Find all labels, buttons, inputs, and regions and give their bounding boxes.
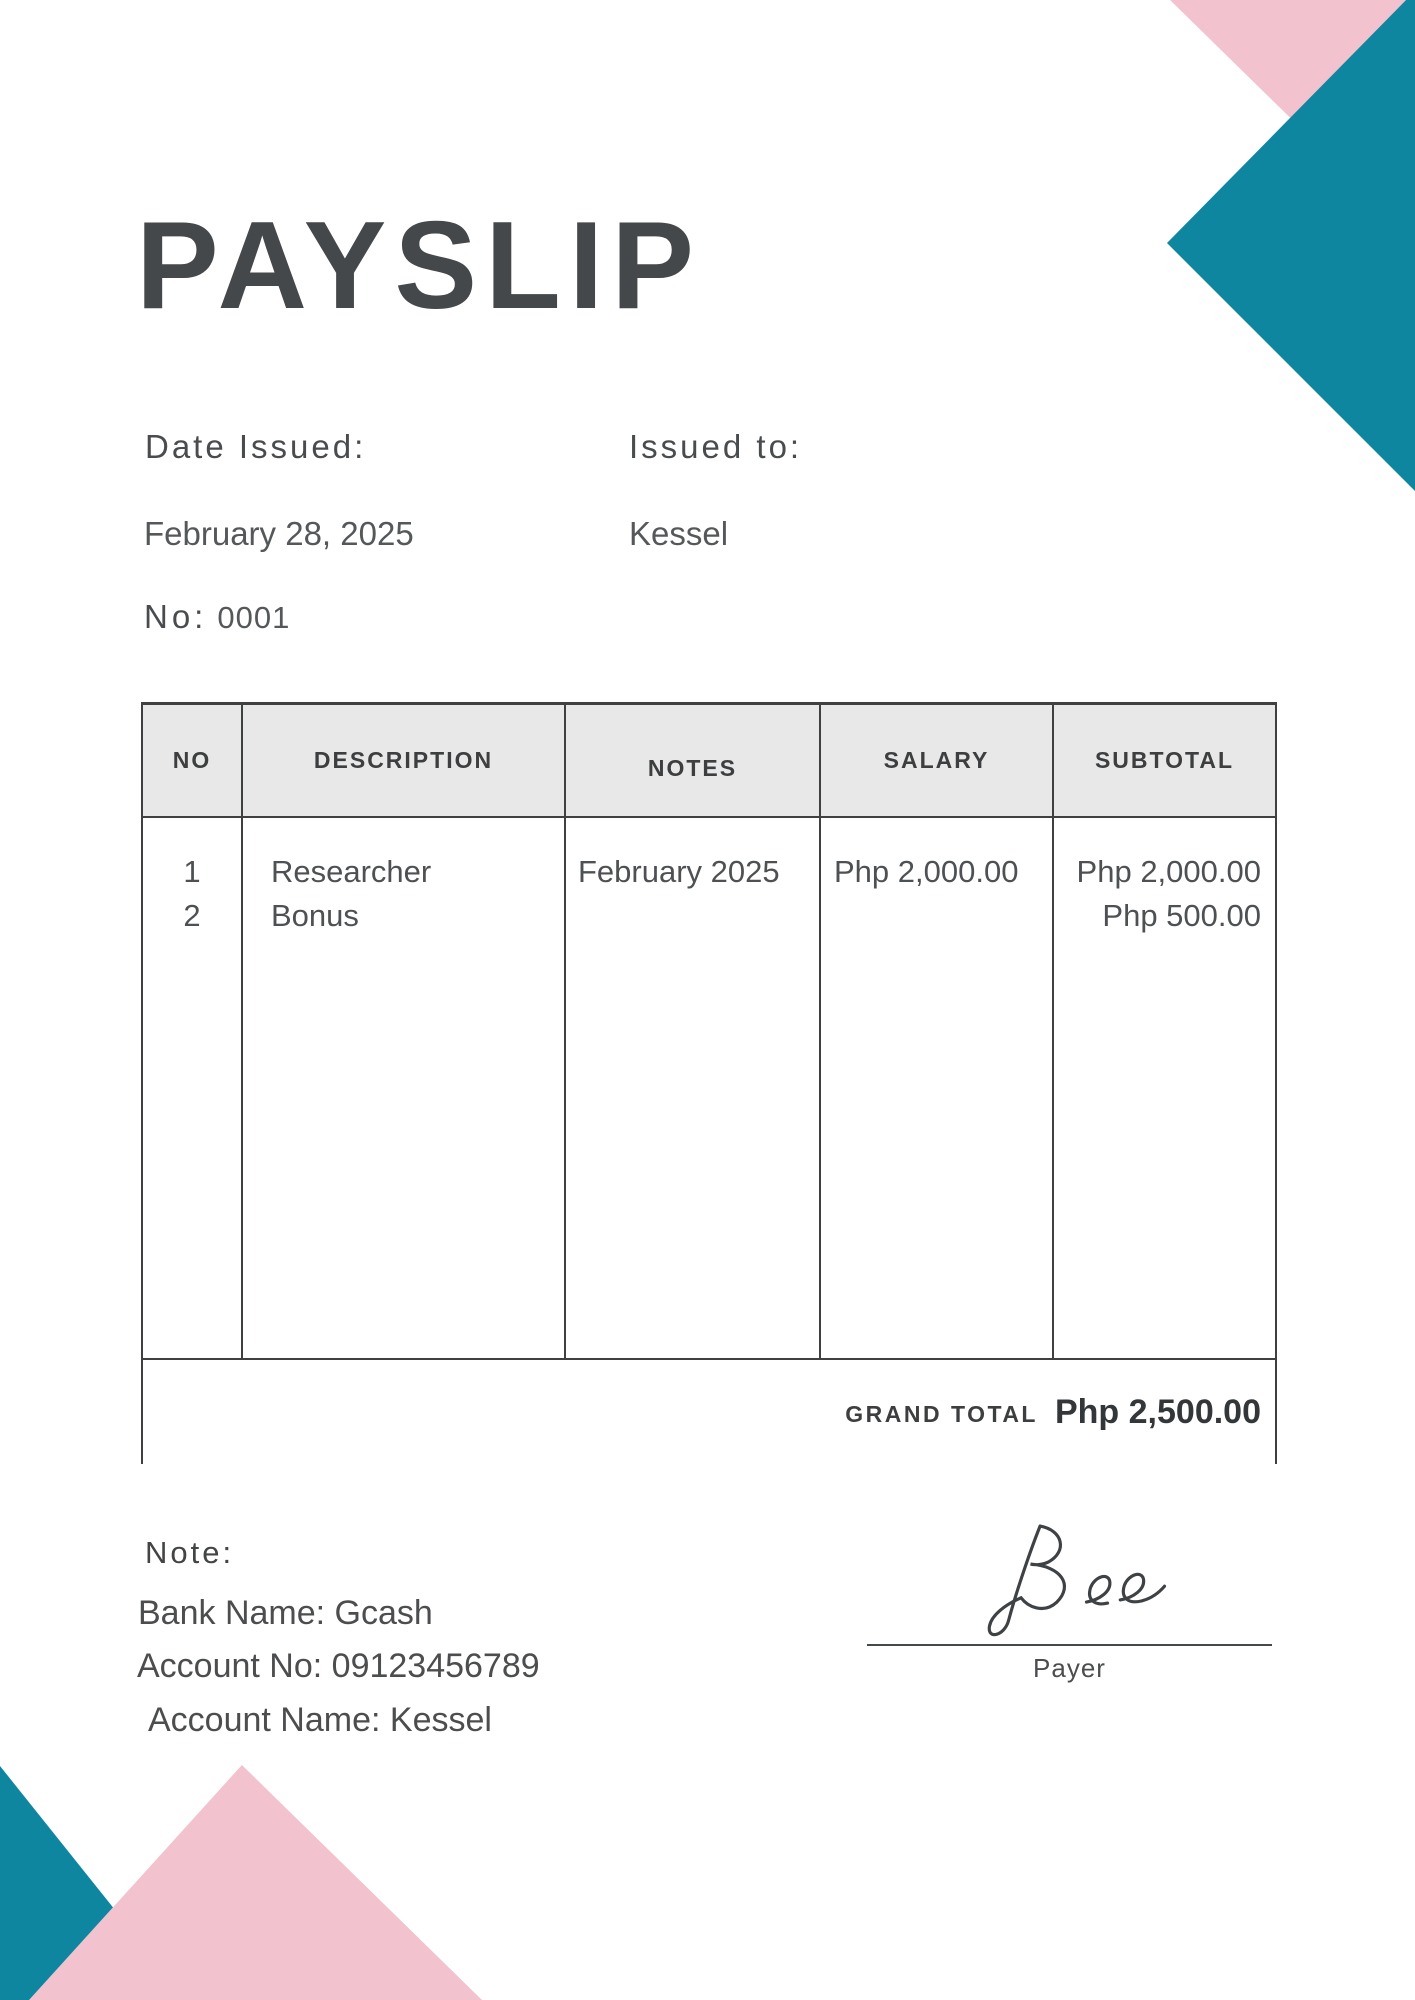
- payslip-table: [141, 702, 1277, 1464]
- document-number-row: [144, 598, 290, 636]
- note-account-number: Account No: 09123456789: [137, 1647, 540, 1685]
- cell-subtotal-2: Php 500.00: [1102, 898, 1261, 933]
- column-header-no: NO: [143, 705, 243, 816]
- column-salary: [821, 818, 1054, 1358]
- signature-line: [867, 1644, 1272, 1646]
- column-header-description: DESCRIPTION: [243, 705, 566, 816]
- document-number-label: No:: [144, 598, 208, 635]
- cell-no-2: 2: [183, 898, 201, 933]
- document-number-value: 0001: [217, 600, 291, 635]
- signer-role-label: Payer: [1033, 1653, 1106, 1683]
- column-header-subtotal: SUBTOTAL: [1094, 747, 1235, 773]
- cell-description-1: Researcher: [271, 854, 432, 889]
- cell-subtotal-1: Php 2,000.00: [1076, 854, 1261, 889]
- column-header-notes: NOTES: [566, 705, 821, 816]
- column-description: [243, 818, 566, 1358]
- page-title: PAYSLIP: [136, 197, 702, 335]
- grand-total-label: GRAND TOTAL: [845, 1400, 1038, 1427]
- cell-description-2: Bonus: [271, 898, 359, 933]
- note-bank-name: Bank Name: Gcash: [138, 1594, 433, 1632]
- note-label: Note:: [145, 1535, 235, 1570]
- note-account-name: Account Name: Kessel: [148, 1701, 492, 1739]
- cell-notes-1: February 2025: [578, 854, 780, 889]
- column-subtotal: [1054, 818, 1275, 1358]
- table-body: [141, 818, 1277, 1360]
- column-header-salary: SALARY: [821, 705, 1054, 816]
- table-header-row: [141, 702, 1277, 818]
- grand-total-value: Php 2,500.00: [1054, 1392, 1261, 1431]
- signature-handwriting-bee: [985, 1524, 1170, 1640]
- issued-to-label: Issued to:: [629, 428, 803, 465]
- issued-to-value: Kessel: [629, 515, 729, 552]
- table-footer-row: [141, 1360, 1277, 1464]
- cell-salary-1: Php 2,000.00: [834, 854, 1019, 889]
- date-issued-label: Date Issued:: [145, 428, 367, 465]
- date-issued-value: February 28, 2025: [144, 515, 414, 552]
- cell-no-1: 1: [183, 854, 201, 889]
- column-no: [143, 818, 243, 1358]
- column-notes: [566, 818, 821, 1358]
